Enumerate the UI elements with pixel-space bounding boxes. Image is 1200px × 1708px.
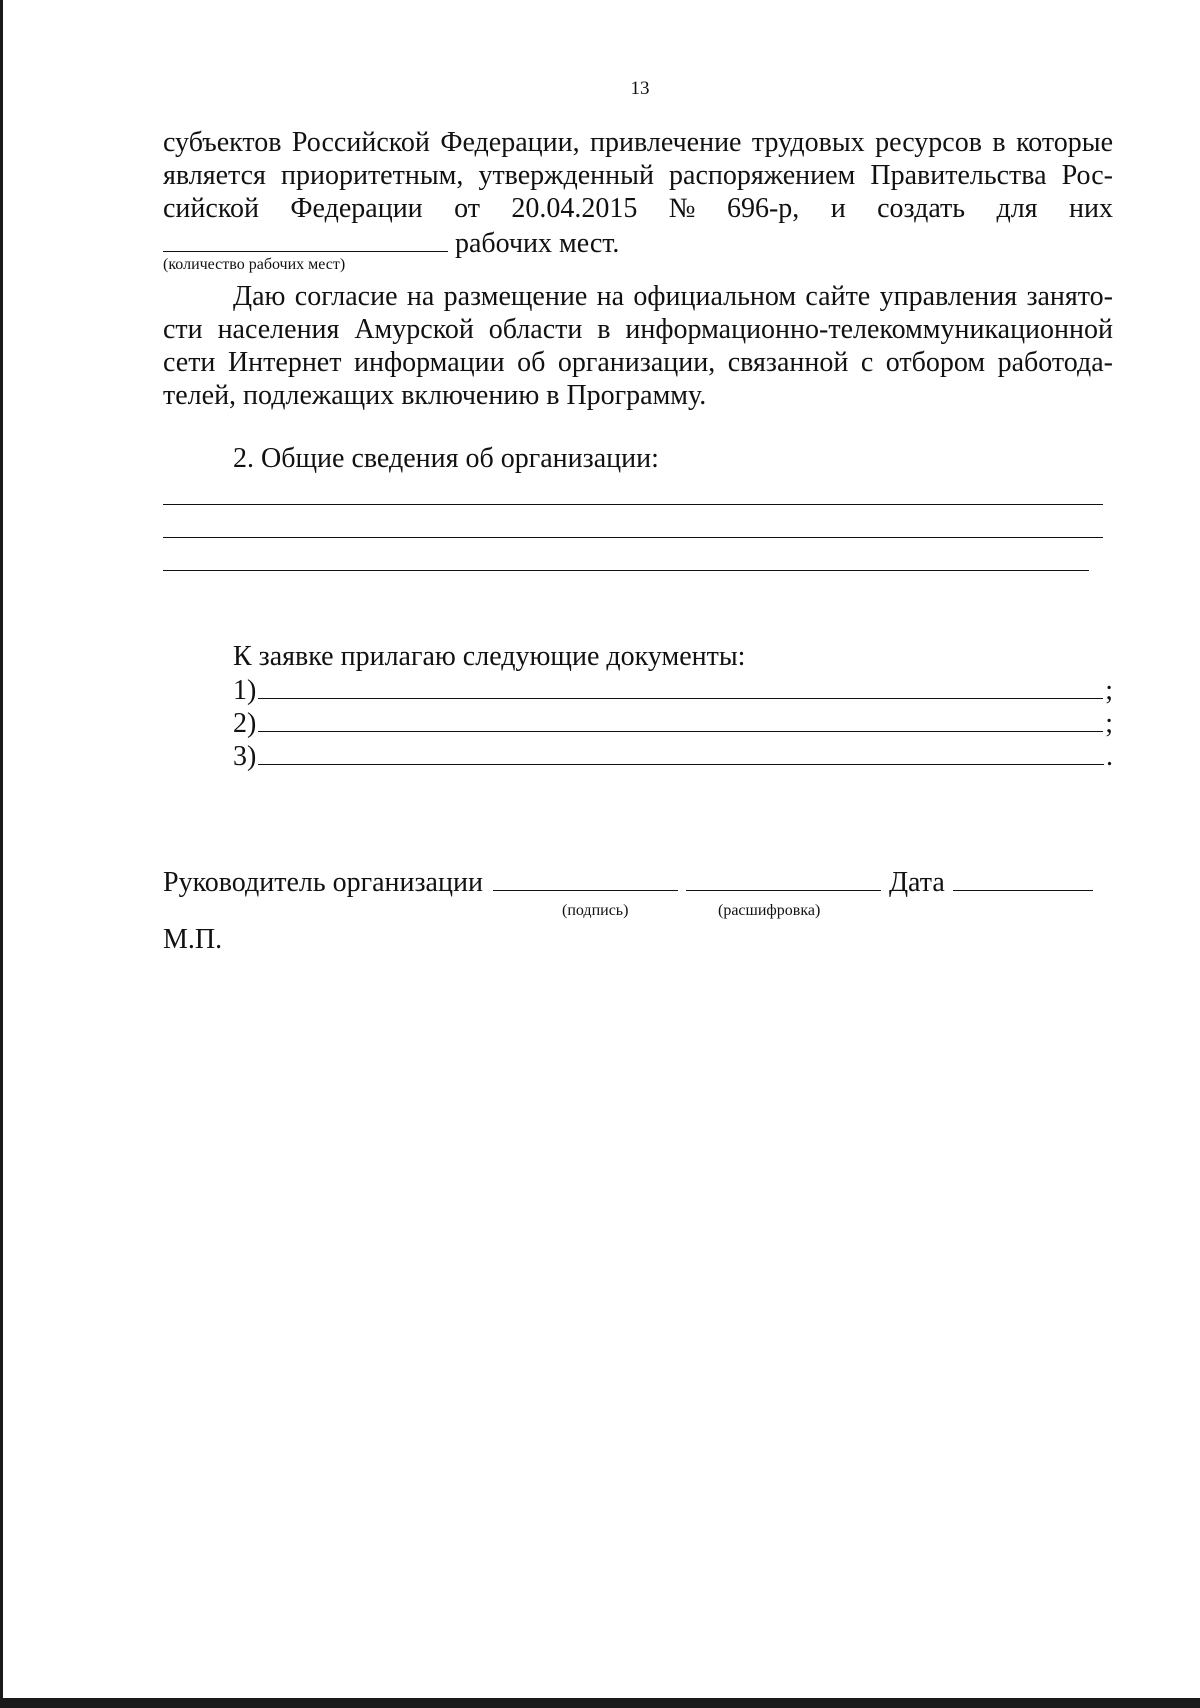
org-info-line-3[interactable] [163,570,1089,571]
decoding-blank[interactable] [686,866,881,891]
para1-line3-word: и [830,193,846,224]
attachment-item [233,674,1113,707]
para1-line1 [163,126,1113,159]
date-label: Дата [888,867,945,898]
scan-border-left [0,0,3,1708]
para1-line3-word: Федерации [290,193,423,224]
section2-heading-block [163,442,1113,475]
para1-line3-word: для [996,193,1038,224]
head-label: Руководитель организации [163,867,483,898]
para1-line3-word: 696-р, [726,193,800,224]
signature-blank[interactable] [493,866,678,891]
consent-paragraph [163,280,1113,412]
stamp-label: М.П. [163,924,223,955]
signature-caption: (подпись) [562,902,629,919]
para1-line4 [163,225,1113,260]
para1-line3-word: от [454,193,480,224]
attachment-blank[interactable] [258,707,1103,732]
scan-border-bottom [0,1698,1200,1708]
paragraph-continuation [163,126,1113,260]
attachment-blank[interactable] [258,740,1104,765]
para2-line3: сети Интернет информации об организации, связанной с отбором работода- [163,347,1113,378]
attachment-blank[interactable] [258,674,1103,699]
workplaces-caption: (количество рабочих мест) [163,256,346,273]
para1-line3-word: создать [877,193,966,224]
workplaces-count-blank[interactable] [163,225,448,252]
para1-line3-word: № [668,193,696,224]
org-info-line-1[interactable] [163,504,1103,505]
attachment-end: ; [1105,708,1113,739]
para1-line1-text: субъектов Российской Федерации, привлечение трудовых ресурсов в которые [163,127,1113,158]
attachment-end: . [1106,741,1113,772]
para1-line3-word: них [1068,193,1113,224]
attachment-number: 3) [233,741,257,772]
para2-line2: сти населения Амурской области в информационно-телекоммуникационной [163,314,1113,345]
para1-line3 [163,192,1113,225]
section2-heading: 2. Общие сведения об организации: [233,443,659,474]
para1-line3-word: сийской [163,193,259,224]
para1-line2: является приоритетным, утвержденный распоряжением Правительства Рос- [163,160,1113,191]
org-info-line-2[interactable] [163,537,1103,538]
attachment-end: ; [1105,675,1113,706]
signature-row [163,866,1113,899]
decoding-caption: (расшифровка) [718,902,821,919]
para1-line3-word: 20.04.2015 [511,193,638,224]
attachment-number: 1) [233,675,257,706]
para2-line1: Даю согласие на размещение на официальном сайте управления занято- [233,281,1113,312]
para2-line4: телей, подлежащих включению в Программу. [163,380,707,411]
attachment-item [233,740,1113,773]
page-number: 13 [630,78,650,99]
workplaces-suffix: рабочих мест. [455,228,620,259]
attachments-heading: К заявке прилагаю следующие документы: [233,641,746,672]
attachment-item [233,707,1113,740]
date-blank[interactable] [953,866,1093,891]
attachments-heading-block [163,640,1113,673]
attachment-number: 2) [233,708,257,739]
